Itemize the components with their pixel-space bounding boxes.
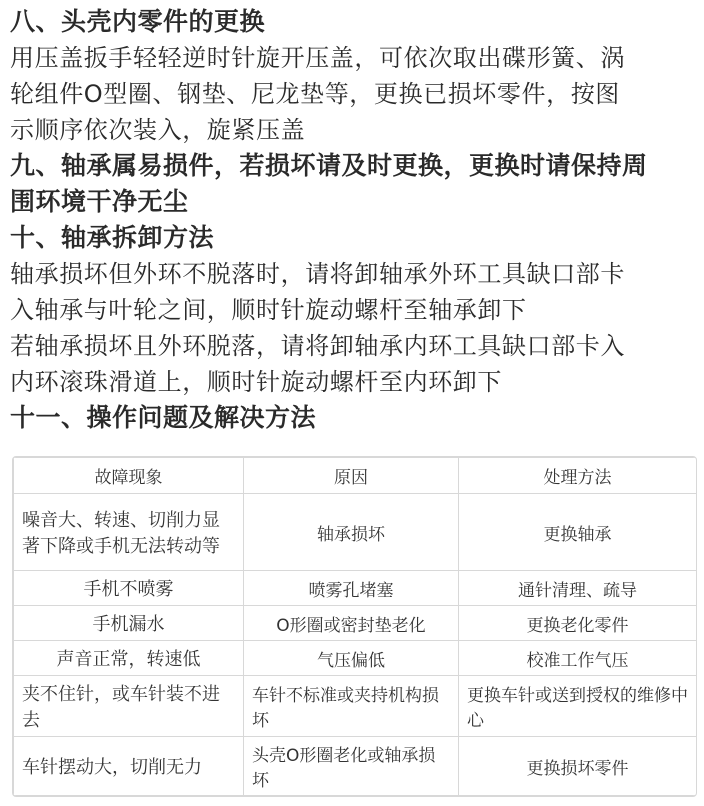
cause-cell: 头壳O形圈老化或轴承损坏 [244,737,459,796]
cause-cell: 轴承损坏 [244,494,459,571]
solution-cell: 通针清理、疏导 [459,571,697,606]
section-9-title [10,148,700,220]
section-10-line: 入轴承与叶轮之间，顺时针旋动螺杆至轴承卸下 [10,296,527,324]
troubleshooting-table [12,456,697,797]
symptom-cell: 车针摆动大，切削无力 [14,737,244,796]
section-9-line: 九、轴承属易损件，若损坏请及时更换，更换时请保持周 [10,151,648,180]
symptom-cell: 声音正常，转速低 [14,641,244,676]
table-row [14,676,697,737]
cause-cell: O形圈或密封垫老化 [244,606,459,641]
section-10-line: 内环滚珠滑道上，顺时针旋动螺杆至内环卸下 [10,368,502,396]
solution-cell: 更换损坏零件 [459,737,697,796]
section-10-line: 若轴承损坏且外环脱落，请将卸轴承内环工具缺口部卡入 [10,332,625,360]
section-11-title: 十一、操作问题及解决方法 [10,403,317,432]
section-10-line: 轴承损坏但外环不脱落时，请将卸轴承外环工具缺口部卡 [10,260,625,288]
table-row [14,737,697,796]
symptom-cell: 噪音大、转速、切削力显著下降或手机无法转动等 [14,494,244,571]
solution-cell: 校准工作气压 [459,641,697,676]
solution-cell: 更换车针或送到授权的维修中心 [459,676,697,737]
solution-cell: 更换轴承 [459,494,697,571]
table-header-row [14,458,697,494]
symptom-cell: 手机不喷雾 [14,571,244,606]
section-8-line: 轮组件O型圈、钢垫、尼龙垫等，更换已损坏零件，按图 [10,80,620,108]
section-9-line: 围环境干净无尘 [10,187,189,216]
section-8-line: 用压盖扳手轻轻逆时针旋开压盖，可依次取出碟形簧、涡 [10,44,625,72]
header-solution: 处理方法 [459,458,697,494]
table-row [14,606,697,641]
cause-cell: 气压偏低 [244,641,459,676]
section-10-body [10,256,700,400]
header-symptom: 故障现象 [14,458,244,494]
header-cause: 原因 [244,458,459,494]
section-8-title: 八、头壳内零件的更换 [10,7,266,36]
solution-cell: 更换老化零件 [459,606,697,641]
cause-cell: 车针不标准或夹持机构损坏 [244,676,459,737]
table-row [14,641,697,676]
table-row [14,571,697,606]
table-row [14,494,697,571]
section-8-line: 示顺序依次装入，旋紧压盖 [10,116,306,144]
symptom-cell: 手机漏水 [14,606,244,641]
section-8-body [10,40,700,148]
instruction-document [10,4,700,436]
cause-cell: 喷雾孔堵塞 [244,571,459,606]
section-10-title: 十、轴承拆卸方法 [10,223,215,252]
symptom-cell: 夹不住针，或车针装不进去 [14,676,244,737]
